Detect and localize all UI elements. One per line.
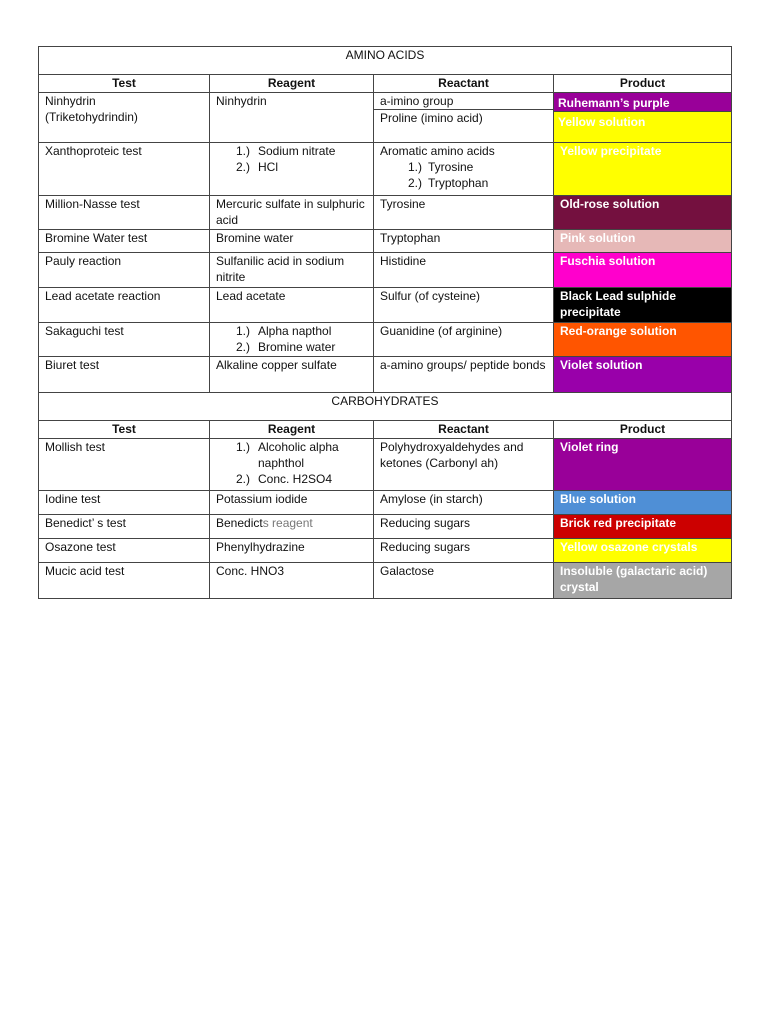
reagent <box>210 143 374 196</box>
test-name: Biuret test <box>39 357 210 393</box>
test-name: Mucic acid test <box>39 563 210 599</box>
test-name: Xanthoproteic test <box>39 143 210 196</box>
column-header-product: Product <box>554 421 732 439</box>
column-header-reactant: Reactant <box>374 75 554 93</box>
reactant-title: Aromatic amino acids <box>380 144 495 158</box>
reactant: Guanidine (of arginine) <box>374 323 554 357</box>
reactant: Reducing sugars <box>374 515 554 539</box>
test-name: Mollish test <box>39 439 210 491</box>
reagent <box>210 515 374 539</box>
table-row <box>39 515 732 539</box>
reagent: Bromine water <box>210 230 374 253</box>
table-row <box>39 323 732 357</box>
reagent: Ninhydrin <box>210 93 374 143</box>
product: Old-rose solution <box>554 196 732 230</box>
column-header-reactant: Reactant <box>374 421 554 439</box>
list-item: 1.) Alcoholic alpha naphthol <box>236 440 339 470</box>
reagent: Mercuric sulfate in sulphuric acid <box>210 196 374 230</box>
test-name: Lead acetate reaction <box>39 288 210 323</box>
product: Blue solution <box>554 491 732 515</box>
test-name: Osazone test <box>39 539 210 563</box>
reactant: Amylose (in starch) <box>374 491 554 515</box>
reagent-list <box>216 143 367 175</box>
product: Insoluble (galactaric acid) crystal <box>554 563 732 599</box>
product: Violet solution <box>554 357 732 393</box>
product-label: Yellow solution <box>554 112 731 142</box>
product-label: Ruhemann’s purple <box>554 93 731 112</box>
column-header-product: Product <box>554 75 732 93</box>
reactant: Tyrosine <box>374 196 554 230</box>
reactant: Polyhydroxyaldehydes and ketones (Carbonyl ah) <box>374 439 554 491</box>
test-name-line: (Triketohydrindin) <box>45 110 138 124</box>
reactant: Reducing sugars <box>374 539 554 563</box>
reactant-line: Proline (imino acid) <box>380 111 483 125</box>
list-item: 2.) HCl <box>236 160 278 174</box>
reagent-list <box>216 323 367 355</box>
table-row <box>39 563 732 599</box>
reactant-list <box>380 159 547 191</box>
table-row <box>39 439 732 491</box>
product: Violet ring <box>554 439 732 491</box>
reagent: Alkaline copper sulfate <box>210 357 374 393</box>
section-title-amino-acids: AMINO ACIDS <box>39 47 732 75</box>
reagent-list <box>216 439 367 487</box>
product <box>554 93 732 143</box>
reactant <box>374 143 554 196</box>
reactant <box>374 93 554 143</box>
column-header-reagent: Reagent <box>210 75 374 93</box>
table-row <box>39 491 732 515</box>
test-name-line: Ninhydrin <box>45 94 96 108</box>
table-row <box>39 357 732 393</box>
reagent-text: Benedict <box>216 516 263 530</box>
reagent: Phenylhydrazine <box>210 539 374 563</box>
test-name: Sakaguchi test <box>39 323 210 357</box>
column-header-reagent: Reagent <box>210 421 374 439</box>
reactant: Histidine <box>374 253 554 288</box>
table-row <box>39 196 732 230</box>
reagent <box>210 323 374 357</box>
list-item: 2.) Tryptophan <box>408 176 489 190</box>
table-row <box>39 288 732 323</box>
product: Black Lead sulphide precipitate <box>554 288 732 323</box>
list-item: 2.) Conc. H2SO4 <box>236 472 333 486</box>
product: Pink solution <box>554 230 732 253</box>
reactant: a-amino groups/ peptide bonds <box>374 357 554 393</box>
table-row <box>39 93 732 143</box>
test-name: Iodine test <box>39 491 210 515</box>
table-row <box>39 253 732 288</box>
reactant: Sulfur (of cysteine) <box>374 288 554 323</box>
product: Yellow osazone crystals <box>554 539 732 563</box>
column-header-test: Test <box>39 421 210 439</box>
list-item: 1.) Tyrosine <box>408 160 474 174</box>
product: Brick red precipitate <box>554 515 732 539</box>
reactant-line: a-imino group <box>374 93 553 110</box>
section-title-carbohydrates: CARBOHYDRATES <box>39 393 732 421</box>
test-name: Million-Nasse test <box>39 196 210 230</box>
column-header-test: Test <box>39 75 210 93</box>
test-name: Benedict’ s test <box>39 515 210 539</box>
product: Yellow precipitate <box>554 143 732 196</box>
table-row <box>39 143 732 196</box>
biochem-tests-table <box>38 46 732 599</box>
reagent <box>210 439 374 491</box>
table-row <box>39 230 732 253</box>
reagent: Lead acetate <box>210 288 374 323</box>
product: Fuschia solution <box>554 253 732 288</box>
reagent: Potassium iodide <box>210 491 374 515</box>
test-name <box>39 93 210 143</box>
test-name: Pauly reaction <box>39 253 210 288</box>
list-item: 1.) Alpha napthol <box>236 324 332 338</box>
reagent-text-small: s reagent <box>262 516 313 530</box>
reagent: Sulfanilic acid in sodium nitrite <box>210 253 374 288</box>
table-row <box>39 539 732 563</box>
list-item: 1.) Sodium nitrate <box>236 144 336 158</box>
reagent: Conc. HNO3 <box>210 563 374 599</box>
reactant: Galactose <box>374 563 554 599</box>
product: Red-orange solution <box>554 323 732 357</box>
list-item: 2.) Bromine water <box>236 340 336 354</box>
test-name: Bromine Water test <box>39 230 210 253</box>
reactant: Tryptophan <box>374 230 554 253</box>
